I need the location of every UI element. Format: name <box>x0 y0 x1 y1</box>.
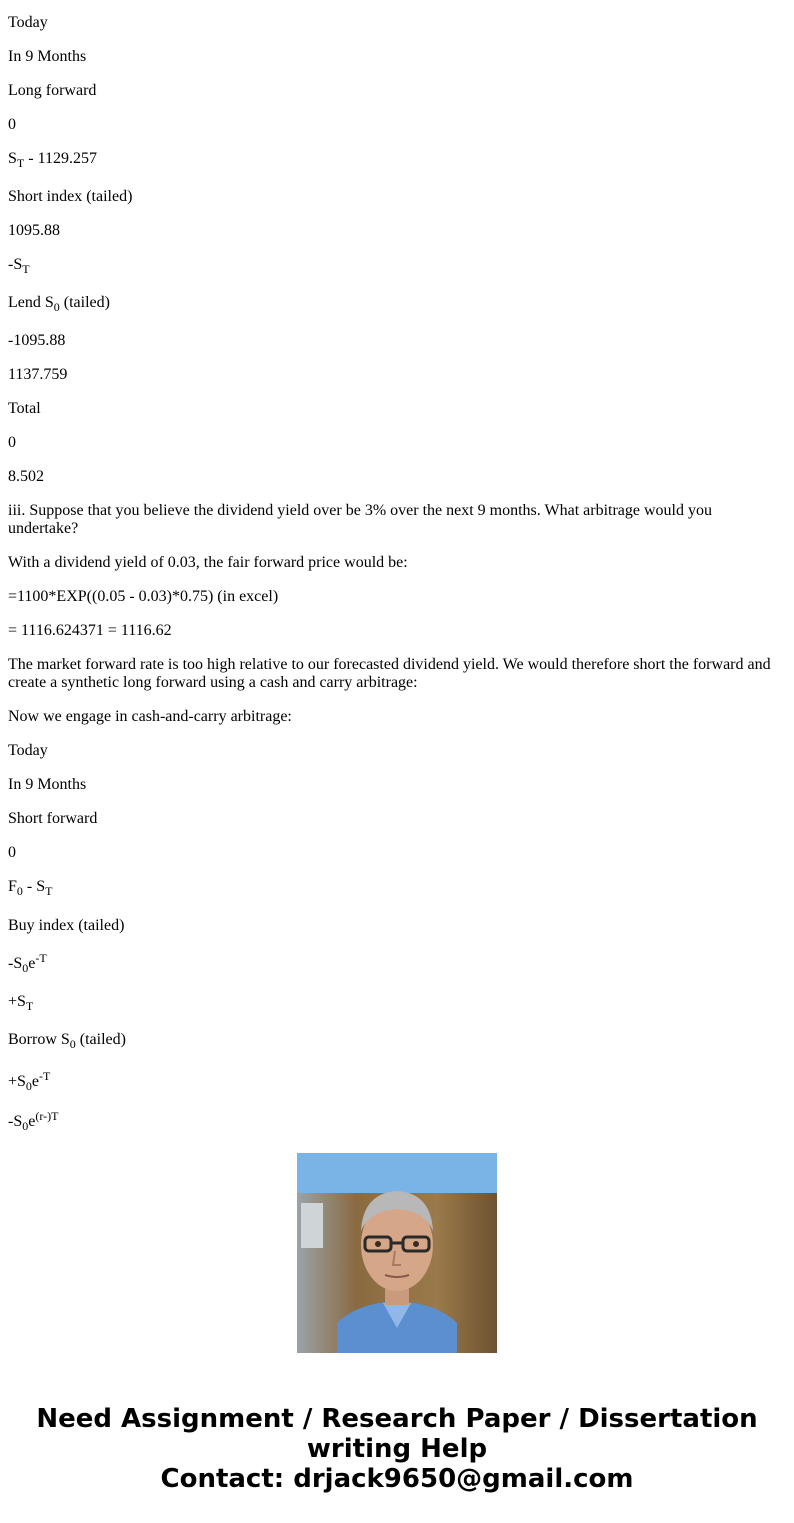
row-label-long-forward: Long forward <box>8 82 97 99</box>
row-label-total: Total <box>8 400 41 417</box>
paragraph: Now we engage in cash-and-carry arbitrage: <box>8 708 292 725</box>
header-today: Today <box>8 742 48 759</box>
row-label-buy-index: Buy index (tailed) <box>8 917 125 934</box>
excel-formula: =1100*EXP((0.05 - 0.03)*0.75) (in excel) <box>8 588 279 605</box>
cell-formula: $-S_0e^{-T}$ <box>8 951 47 975</box>
footer-line-2: writing Help <box>306 1434 488 1464</box>
cell-formula: $-S_T$ <box>8 256 30 276</box>
row-label-short-index: Short index (tailed) <box>8 188 133 205</box>
row-label-borrow: Borrow $S_0$ (tailed) <box>8 1031 126 1051</box>
header-in-9-months: In 9 Months <box>8 776 87 793</box>
cell-value: 1137.759 <box>8 366 68 383</box>
cell-value: -1095.88 <box>8 332 66 349</box>
cell-formula: $+S_T$ <box>8 993 34 1013</box>
avatar <box>297 1153 497 1353</box>
row-label-short-forward: Short forward <box>8 810 98 827</box>
header-in-9-months: In 9 Months <box>8 48 87 65</box>
cell-formula: $S_T - 1129.257$ <box>8 150 97 170</box>
paragraph: The market forward rate is too high relative to our forecasted dividend yield. We would therefore short the forward and create a synthetic long forward using a cash and carry arbitrage: <box>8 656 771 691</box>
footer-contact: Contact: drjack9650@gmail.com <box>160 1464 634 1494</box>
cell-value: 0 <box>8 844 16 861</box>
footer-line-1: Need Assignment / Research Paper / Dissertation <box>36 1404 758 1434</box>
result-text: = 1116.624371 = 1116.62 <box>8 622 172 639</box>
cell-value: 0 <box>8 116 16 133</box>
cell-value: 0 <box>8 434 16 451</box>
row-label-lend: Lend $S_0$ (tailed) <box>8 294 110 314</box>
question-text: iii. Suppose that you believe the dividend yield over be 3% over the next 9 months. What arbitrage would you undertake? <box>8 502 712 537</box>
header-today: Today <box>8 14 48 31</box>
cell-formula: $-S_0e^{(r-)T}$ <box>8 1109 59 1133</box>
footer-banner <box>0 1404 794 1494</box>
document-body <box>8 0 786 1133</box>
cell-value: 1095.88 <box>8 222 60 239</box>
cell-formula: $+S_0e^{-T}$ <box>8 1069 51 1093</box>
cell-formula: $F_0 - S_T$ <box>8 878 53 898</box>
cell-value: 8.502 <box>8 468 44 485</box>
paragraph: With a dividend yield of 0.03, the fair forward price would be: <box>8 554 408 571</box>
person-photo-icon <box>297 1153 497 1353</box>
